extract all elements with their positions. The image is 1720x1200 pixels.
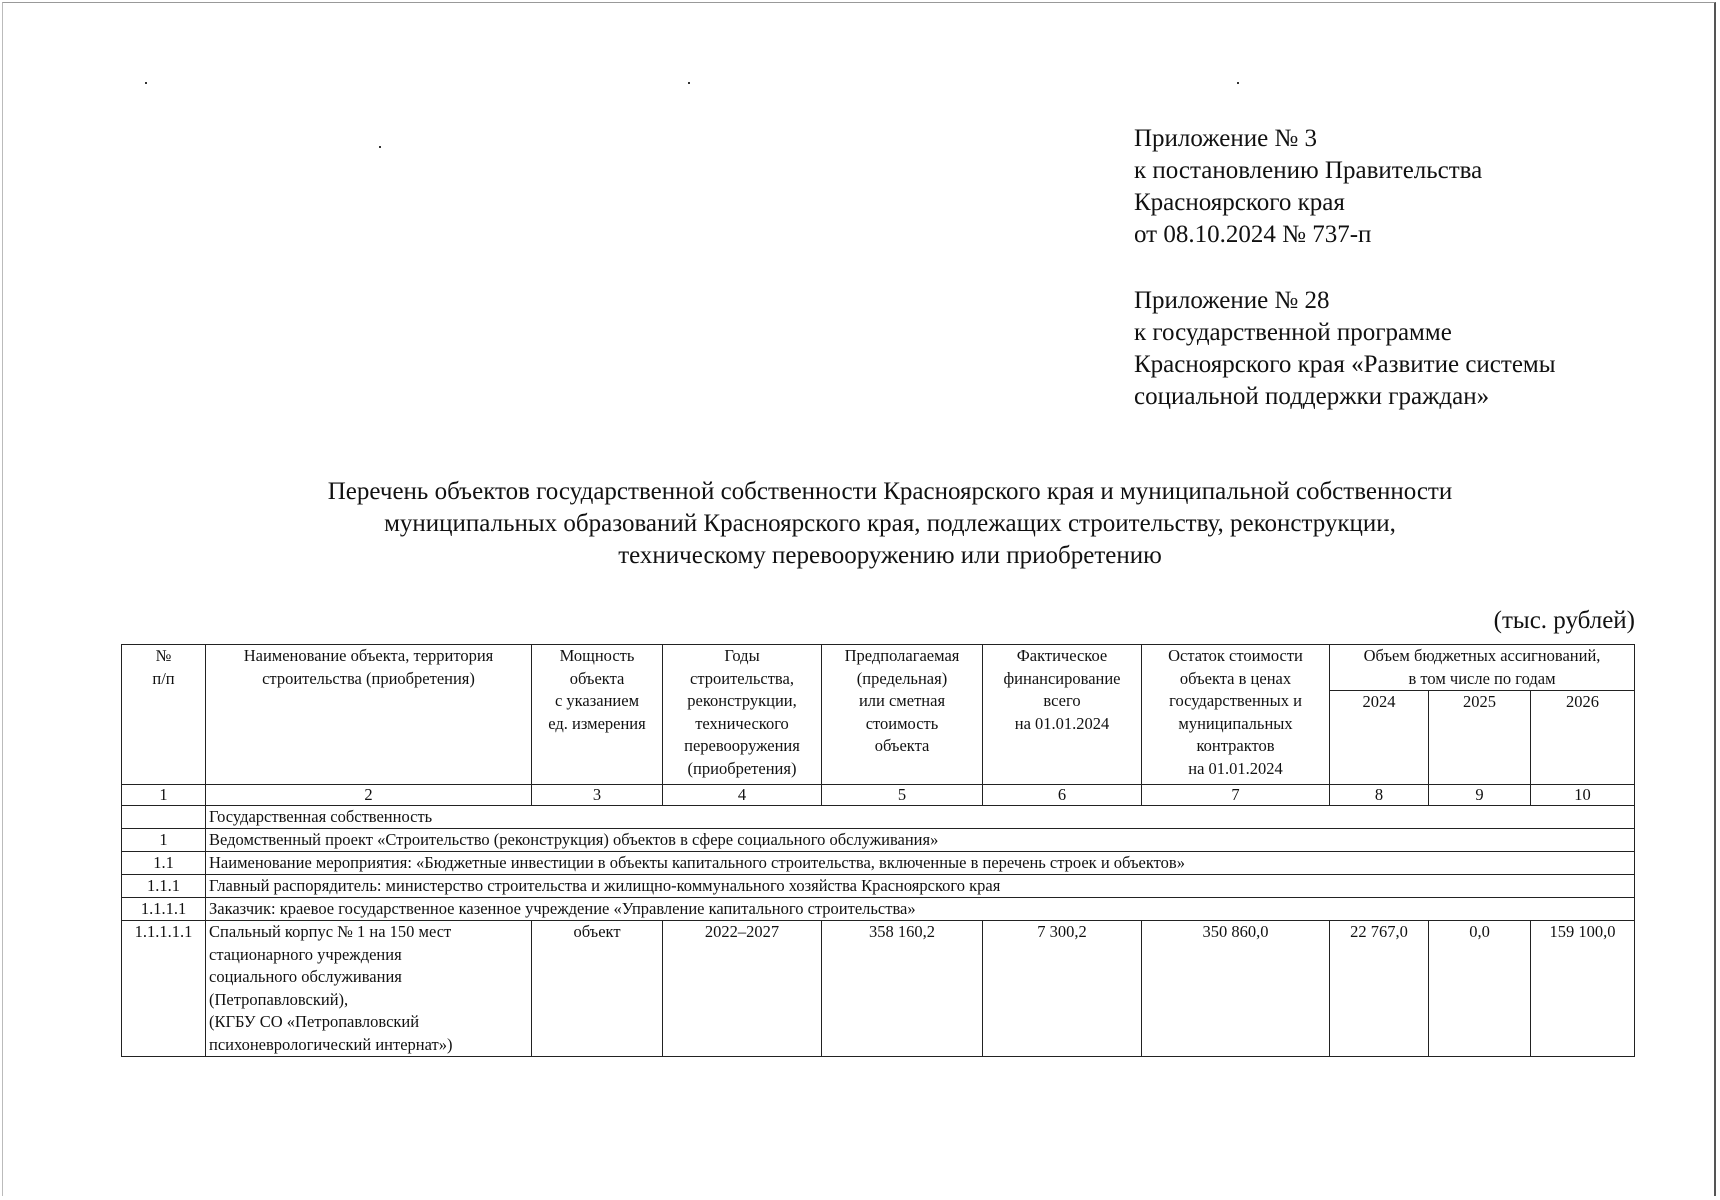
section-num: 1.1.1.1 — [122, 898, 206, 921]
section-num: 1.1.1 — [122, 875, 206, 898]
scan-speck — [688, 82, 690, 84]
objects-table — [121, 644, 1635, 1057]
column-number: 6 — [983, 785, 1142, 806]
object-estimated-cost: 358 160,2 — [822, 921, 983, 1057]
document-title — [0, 476, 1720, 572]
column-numbers-row — [122, 785, 1635, 806]
object-name: Спальный корпус № 1 на 150 мест стационарного учреждения социального обслуживания (Петропавловский), (КГБУ СО «Петропавловский психоневрологический интернат») — [206, 921, 532, 1057]
object-2025: 0,0 — [1429, 921, 1531, 1057]
object-row — [122, 921, 1635, 1057]
section-text: Ведомственный проект «Строительство (реконструкция) объектов в сфере социального обслуживания» — [206, 829, 1635, 852]
header-remaining-cost: Остаток стоимости объекта в ценах государственных и муниципальных контрактов на 01.01.2024 — [1142, 645, 1330, 785]
appendix-28-line: Приложение № 28 — [1134, 287, 1330, 314]
section-text: Заказчик: краевое государственное казенное учреждение «Управление капитального строительства» — [206, 898, 1635, 921]
scan-speck — [1237, 82, 1239, 84]
column-number: 8 — [1330, 785, 1429, 806]
appendix-3-line: Приложение № 3 — [1134, 125, 1318, 152]
appendix-28-line: к государственной программе — [1134, 319, 1452, 346]
header-year-2026: 2026 — [1531, 691, 1635, 785]
header-years: Годы строительства, реконструкции, технического перевооружения (приобретения) — [663, 645, 822, 785]
header-year-2025: 2025 — [1429, 691, 1531, 785]
column-number: 9 — [1429, 785, 1531, 806]
appendix-28-line: социальной поддержки граждан» — [1134, 383, 1490, 410]
section-row — [122, 852, 1635, 875]
section-text: Наименование мероприятия: «Бюджетные инвестиции в объекты капитального строительства, включенные в перечень строек и объектов» — [206, 852, 1635, 875]
appendix-28-block — [1134, 285, 1556, 413]
column-number: 2 — [206, 785, 532, 806]
column-number: 7 — [1142, 785, 1330, 806]
section-num — [122, 806, 206, 829]
header-num: № п/п — [122, 645, 206, 785]
header-year-2024: 2024 — [1330, 691, 1429, 785]
section-row — [122, 875, 1635, 898]
appendix-3-line: от 08.10.2024 № 737-п — [1134, 221, 1372, 248]
object-years: 2022–2027 — [663, 921, 822, 1057]
title-line: муниципальных образований Красноярского края, подлежащих строительству, реконструкции, — [384, 510, 1396, 537]
header-actual-financing: Фактическое финансирование всего на 01.01.2024 — [983, 645, 1142, 785]
header-budget: Объем бюджетных ассигнований, в том числе по годам — [1330, 645, 1635, 691]
section-text: Главный распорядитель: министерство строительства и жилищно-коммунального хозяйства Красноярского края — [206, 875, 1635, 898]
section-num: 1 — [122, 829, 206, 852]
section-num: 1.1 — [122, 852, 206, 875]
appendix-3-line: к постановлению Правительства — [1134, 157, 1483, 184]
appendix-28-line: Красноярского края «Развитие системы — [1134, 351, 1556, 378]
column-number: 5 — [822, 785, 983, 806]
column-number: 3 — [532, 785, 663, 806]
scan-speck — [145, 82, 147, 84]
section-row — [122, 829, 1635, 852]
object-capacity: объект — [532, 921, 663, 1057]
title-line: техническому перевооружению или приобретению — [618, 542, 1162, 569]
column-number: 4 — [663, 785, 822, 806]
column-number: 10 — [1531, 785, 1635, 806]
appendix-3-line: Красноярского края — [1134, 189, 1345, 216]
header-name: Наименование объекта, территория строительства (приобретения) — [206, 645, 532, 785]
scan-speck — [379, 146, 381, 148]
header-estimated-cost: Предполагаемая (предельная) или сметная стоимость объекта — [822, 645, 983, 785]
section-text: Государственная собственность — [206, 806, 1635, 829]
header-capacity: Мощность объекта с указанием ед. измерения — [532, 645, 663, 785]
object-2026: 159 100,0 — [1531, 921, 1635, 1057]
header-row — [122, 645, 1635, 691]
object-num: 1.1.1.1.1 — [122, 921, 206, 1057]
object-remaining-cost: 350 860,0 — [1142, 921, 1330, 1057]
section-row — [122, 898, 1635, 921]
object-actual-financing: 7 300,2 — [983, 921, 1142, 1057]
object-2024: 22 767,0 — [1330, 921, 1429, 1057]
column-number: 1 — [122, 785, 206, 806]
appendix-3-block — [1134, 123, 1482, 251]
units-label: (тыс. рублей) — [1493, 607, 1635, 634]
section-row — [122, 806, 1635, 829]
title-line: Перечень объектов государственной собственности Красноярского края и муниципальной собственности — [327, 478, 1453, 505]
